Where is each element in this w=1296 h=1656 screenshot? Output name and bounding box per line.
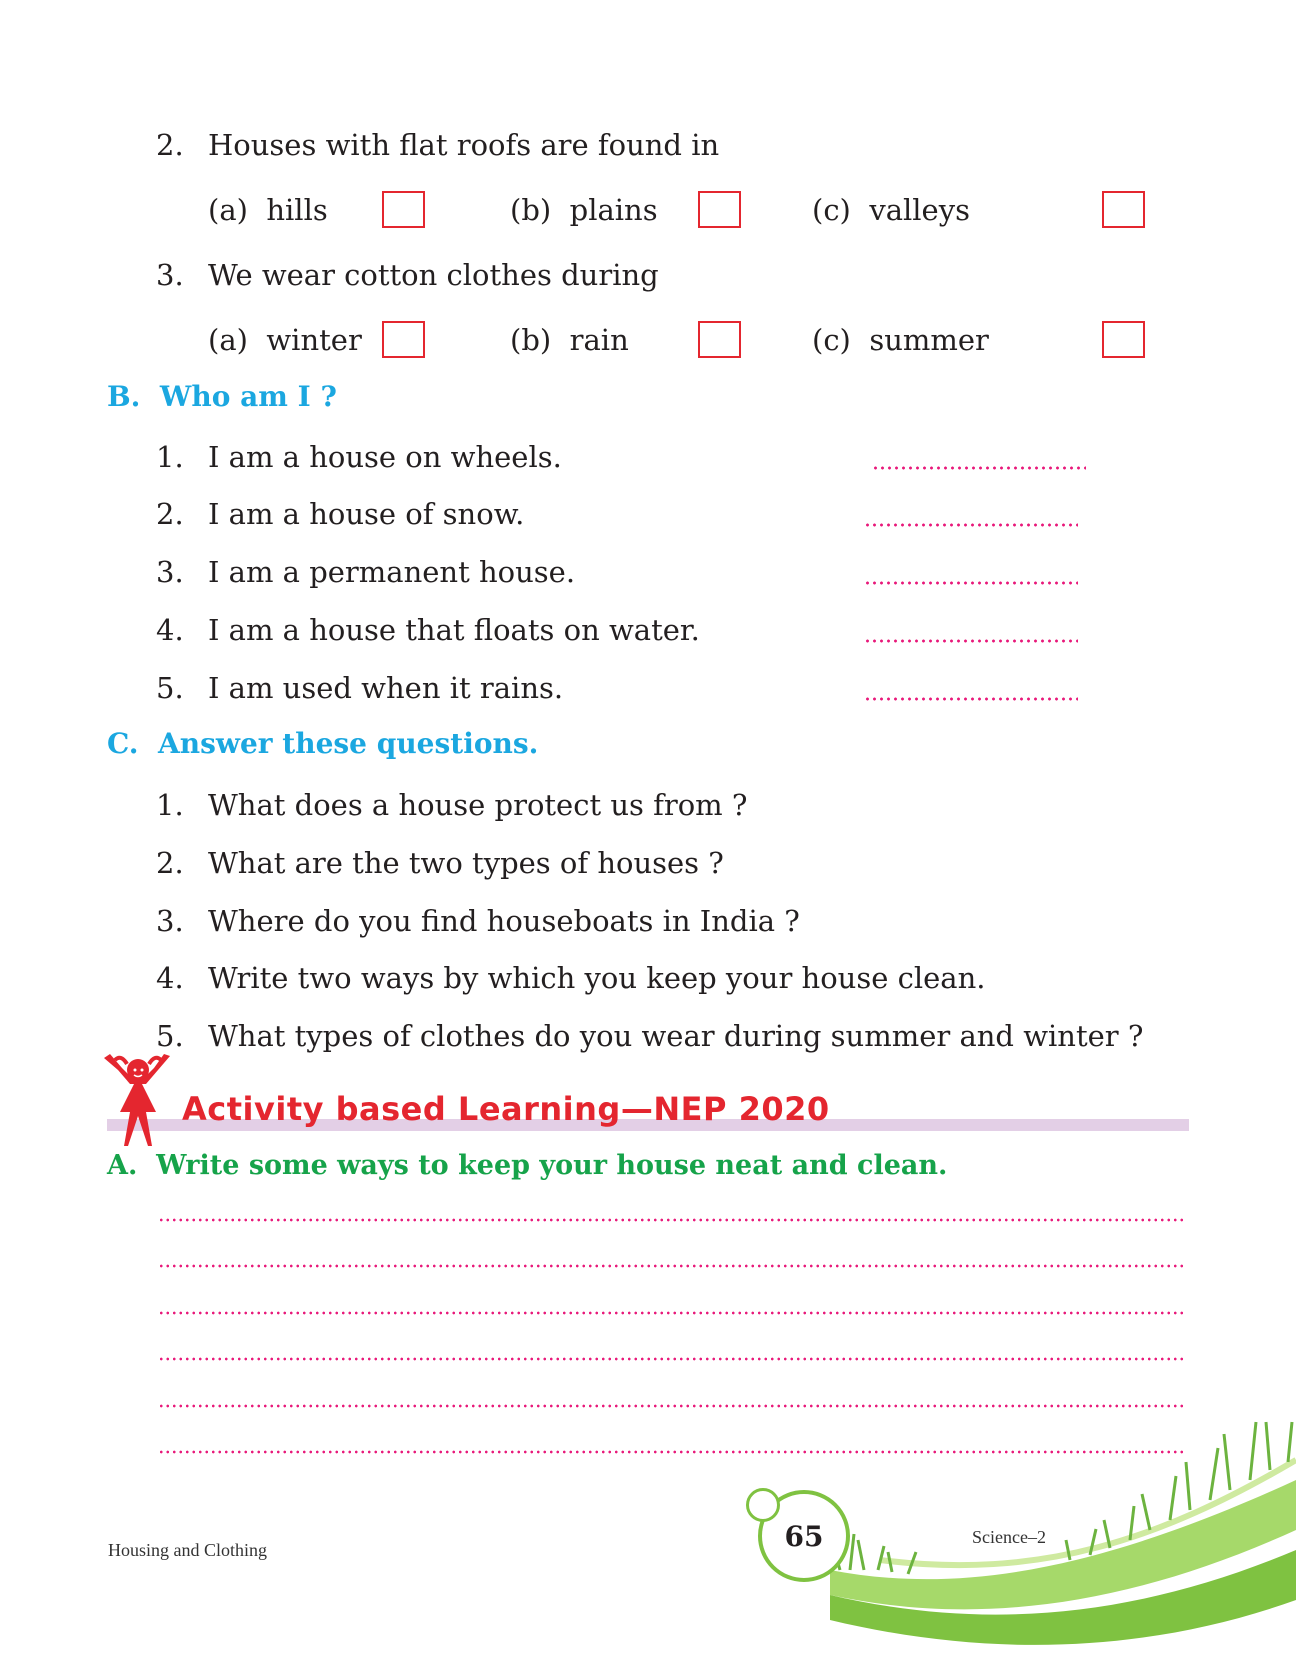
answer-checkbox[interactable] — [1102, 321, 1145, 358]
writing-line[interactable] — [158, 1311, 1184, 1315]
writing-line[interactable] — [158, 1264, 1184, 1268]
answer-checkbox[interactable] — [382, 191, 425, 228]
section-c-heading: C. Answer these questions. — [107, 727, 539, 760]
writing-line[interactable] — [158, 1404, 1184, 1408]
answer-checkbox[interactable] — [698, 191, 741, 228]
badge-bubble — [746, 1488, 780, 1522]
question-text: Houses with flat roofs are found in — [208, 128, 720, 162]
answer-blank[interactable] — [864, 639, 1078, 643]
option-a: (a) hills — [208, 193, 328, 227]
question-number: 2. — [156, 128, 184, 162]
writing-line[interactable] — [158, 1218, 1184, 1222]
answer-checkbox[interactable] — [1102, 191, 1145, 228]
option-c: (c) summer — [812, 323, 989, 357]
answer-blank[interactable] — [864, 581, 1078, 585]
answer-checkbox[interactable] — [698, 321, 741, 358]
answer-checkbox[interactable] — [382, 321, 425, 358]
question-text: We wear cotton clothes during — [208, 258, 659, 292]
section-b-heading: B. Who am I ? — [107, 380, 337, 413]
option-a: (a) winter — [208, 323, 362, 357]
girl-mascot-icon — [98, 1050, 188, 1150]
footer-book: Science–2 — [972, 1527, 1046, 1547]
answer-blank[interactable] — [872, 466, 1086, 470]
page-number: 65 — [784, 1520, 824, 1553]
answer-blank[interactable] — [864, 523, 1078, 527]
answer-blank[interactable] — [864, 697, 1078, 701]
writing-line[interactable] — [158, 1357, 1184, 1361]
question-number: 3. — [156, 258, 184, 292]
activity-title: Activity based Learning—NEP 2020 — [182, 1090, 830, 1128]
option-b: (b) rain — [510, 323, 629, 357]
footer-chapter: Housing and Clothing — [108, 1540, 268, 1560]
option-c: (c) valleys — [812, 193, 970, 227]
activity-a-heading: A. Write some ways to keep your house neat and clean. — [107, 1150, 948, 1181]
option-b: (b) plains — [510, 193, 658, 227]
